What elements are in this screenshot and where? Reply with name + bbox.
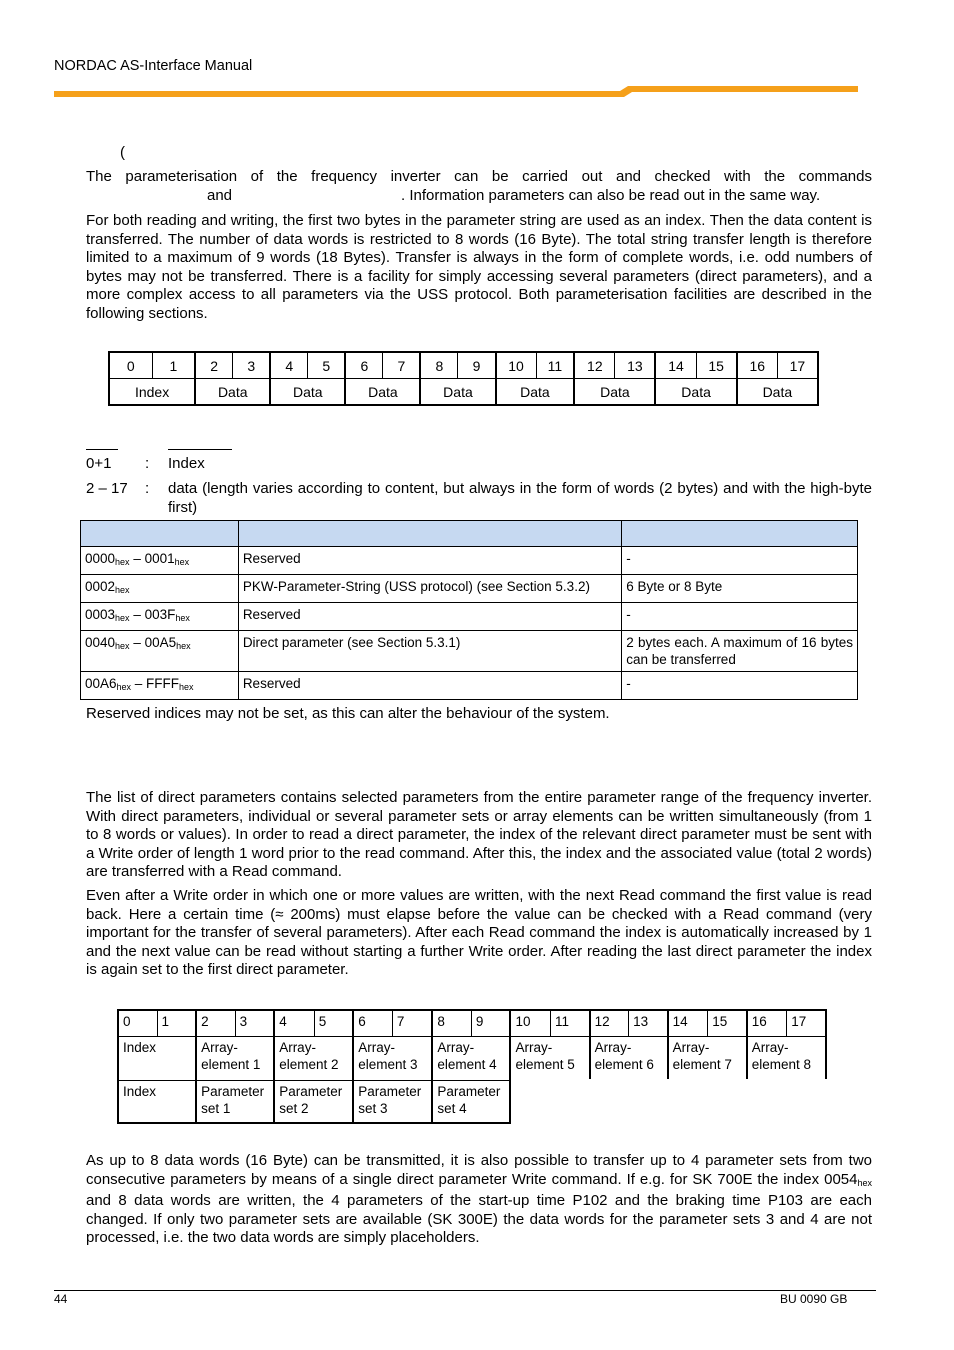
legend-key-rule [86, 449, 118, 450]
byte-cell: 7 [392, 1010, 432, 1036]
array-element-cell: Array-element 5 [510, 1036, 589, 1080]
parameter-string-byte-table [108, 351, 819, 406]
description-cell: Direct parameter (see Section 5.3.1) [238, 631, 621, 672]
parameter-set-cell: Parameter set 2 [274, 1080, 353, 1123]
byte-cell: 5 [314, 1010, 353, 1036]
parameter-sets-paragraph: As up to 8 data words (16 Byte) can be transmitted, it is also possible to transfer up to 4 parameter sets from two consecutive parameters by means of a single direct parameter Write command. If e.g. for SK 700E the index $0054_{hex}$ and 8 data words are written, the 4 parameters of the start-up time P102 and the braking time P103 are each changed. If only two parameter sets are available (SK 300E) the data words for the parameter sets 3 and 4 are not processed, i.e. the two data words are simply placeholders. [86, 1152, 872, 1246]
byte-cell: 8 [432, 1010, 471, 1036]
length-cell: - [622, 672, 858, 700]
byte-group-row [109, 379, 818, 406]
byte-cell: 13 [615, 352, 656, 379]
byte-cell: 5 [308, 352, 346, 379]
index-cell: $0003_{hex} - 003F_{hex}$ [81, 603, 239, 631]
table-row [81, 547, 858, 575]
index-assignment-table [80, 520, 858, 700]
intro-line-2 [86, 187, 872, 206]
byte-cell: 10 [496, 352, 537, 379]
byte-cell: 16 [737, 352, 778, 379]
group-cell-data: Data [737, 379, 818, 406]
group-cell-data: Data [270, 379, 345, 406]
intro-rest: . Information parameters can also be read out in the same way. [401, 186, 821, 204]
byte-cell: 8 [420, 352, 458, 379]
byte-cell: 11 [536, 352, 574, 379]
index-cell: $00A6_{hex}$ – $FFFF_{hex}$ [81, 672, 239, 700]
array-element-cell: Array-element 3 [353, 1036, 432, 1080]
byte-cell: 17 [777, 352, 818, 379]
byte-cell: 13 [629, 1010, 668, 1036]
byte-cell: 17 [787, 1010, 826, 1036]
byte-cell: 2 [195, 352, 233, 379]
parameter-set-cell: Parameter set 4 [432, 1080, 510, 1123]
index-cell: $0000_{hex} - 0001_{hex}$ [81, 547, 239, 575]
byte-cell: 4 [270, 352, 308, 379]
footer-document-code: BU 0090 GB [780, 1292, 848, 1306]
array-element-cell: Array-element 8 [747, 1036, 826, 1080]
byte-cell: 3 [233, 352, 271, 379]
parameter-set-cell: Parameter set 1 [196, 1080, 274, 1123]
description-cell: Reserved [238, 672, 621, 700]
table-empty-area [511, 1079, 829, 1127]
section-paren: ( [120, 144, 125, 161]
index-cell: Index [118, 1036, 196, 1080]
index-cell: $0002_{hex}$ [81, 575, 239, 603]
byte-cell: 12 [590, 1010, 629, 1036]
write-read-paragraph: Even after a Write order in which one or more values are written, with the next Read command the first value is read back. Here a certain time (≈ 200ms) must elapse before the value can be checked with a Read command (very important for the transfer of several parameters). After each Read command the index is automatically increased by 1 and the next value can be read without starting a further Write order. After reading the last direct parameter the index is again set to the first direct parameter. [86, 887, 872, 978]
legend-colon: : [145, 480, 150, 497]
byte-cell: 11 [551, 1010, 590, 1036]
byte-number-row [118, 1010, 826, 1036]
description-cell: Reserved [238, 547, 621, 575]
footer-page-number: 44 [54, 1292, 68, 1306]
footer-rule [54, 1290, 876, 1291]
byte-cell: 14 [668, 1010, 708, 1036]
index-cell: Index [118, 1080, 196, 1123]
intro-line-1: The parameterisation of the frequency inverter can be carried out and checked with the commands [86, 168, 872, 185]
parameter-set-cell: Parameter set 3 [353, 1080, 432, 1123]
byte-cell: 14 [655, 352, 696, 379]
byte-cell: 6 [353, 1010, 392, 1036]
group-cell-data: Data [420, 379, 495, 406]
byte-cell: 15 [696, 352, 737, 379]
intro-and: and [207, 186, 233, 204]
description-cell: PKW-Parameter-String (USS protocol) (see Section 5.3.2) [238, 575, 621, 603]
byte-cell: 0 [118, 1010, 157, 1036]
table-header-row [81, 521, 858, 547]
legend-key-data: 2 – 17 [86, 480, 128, 497]
direct-parameters-paragraph: The list of direct parameters contains selected parameters from the entire parameter range of the frequency inverter. With direct parameters, individual or several parameter sets or array elements can be written simultaneously (from 1 to 8 words or values). In order to read a direct parameter, the index of the relevant direct parameter must be sent with a Write order of length 1 word prior to the read command. After this, the index and the associated value (total 2 words) are transferred with a Read command. [86, 789, 872, 880]
array-element-cell: Array-element 7 [668, 1036, 747, 1080]
group-cell-data: Data [496, 379, 575, 406]
document-header-title: NORDAC AS-Interface Manual [54, 58, 253, 74]
description-cell: Reserved [238, 603, 621, 631]
byte-cell: 4 [274, 1010, 314, 1036]
table-row [81, 603, 858, 631]
byte-cell: 3 [235, 1010, 274, 1036]
byte-cell: 0 [109, 352, 152, 379]
legend-value-data: data (length varies according to content, but always in the form of words (2 bytes) and with the high-byte first) [168, 480, 872, 516]
array-element-cell: Array-element 4 [432, 1036, 510, 1080]
reserved-note: Reserved indices may not be set, as this can alter the behaviour of the system. [86, 705, 610, 722]
byte-cell: 2 [196, 1010, 235, 1036]
legend-key-index: 0+1 [86, 455, 112, 472]
byte-number-row [109, 352, 818, 379]
length-cell: - [622, 603, 858, 631]
byte-cell: 1 [157, 1010, 196, 1036]
byte-cell: 7 [383, 352, 421, 379]
byte-cell: 16 [747, 1010, 787, 1036]
byte-cell: 6 [345, 352, 383, 379]
header-orange-bar [54, 82, 858, 98]
table-row [81, 672, 858, 700]
byte-cell: 12 [574, 352, 615, 379]
byte-cell: 1 [152, 352, 195, 379]
legend-value-rule [168, 449, 232, 450]
length-cell: 2 bytes each. A maximum of 16 bytes can be transferred [622, 631, 858, 672]
index-description-paragraph: For both reading and writing, the first two bytes in the parameter string are used as an index. Then the data content is transferred. The number of data words is restricted to 8 words (16 Byte). The total string transfer length is therefore limited to a maximum of 9 words (18 Bytes). Transfer is always in the form of complete words, i.e. odd numbers of bytes may not be transferred. There is a facility for simply accessing several parameters (direct parameters), and a more complex access to all parameters via the USS protocol. Both parameterisation facilities are described in the following sections. [86, 212, 872, 322]
byte-cell: 15 [708, 1010, 747, 1036]
legend-value-index: Index [168, 455, 205, 472]
byte-cell: 9 [471, 1010, 510, 1036]
array-element-row [118, 1036, 826, 1080]
index-cell: $0040_{hex} - 00A5_{hex}$ [81, 631, 239, 672]
length-cell: - [622, 547, 858, 575]
table-row [81, 631, 858, 672]
array-element-cell: Array-element 6 [590, 1036, 668, 1080]
table-row [81, 575, 858, 603]
group-cell-data: Data [195, 379, 270, 406]
array-element-cell: Array-element 2 [274, 1036, 353, 1080]
length-cell: 6 Byte or 8 Byte [622, 575, 858, 603]
intro-paragraph [86, 168, 872, 205]
byte-cell: 9 [458, 352, 496, 379]
legend-colon: : [145, 455, 150, 472]
group-cell-index: Index [109, 379, 195, 406]
group-cell-data: Data [345, 379, 420, 406]
group-cell-data: Data [655, 379, 736, 406]
byte-cell: 10 [510, 1010, 550, 1036]
array-element-cell: Array-element 1 [196, 1036, 274, 1080]
group-cell-data: Data [574, 379, 655, 406]
